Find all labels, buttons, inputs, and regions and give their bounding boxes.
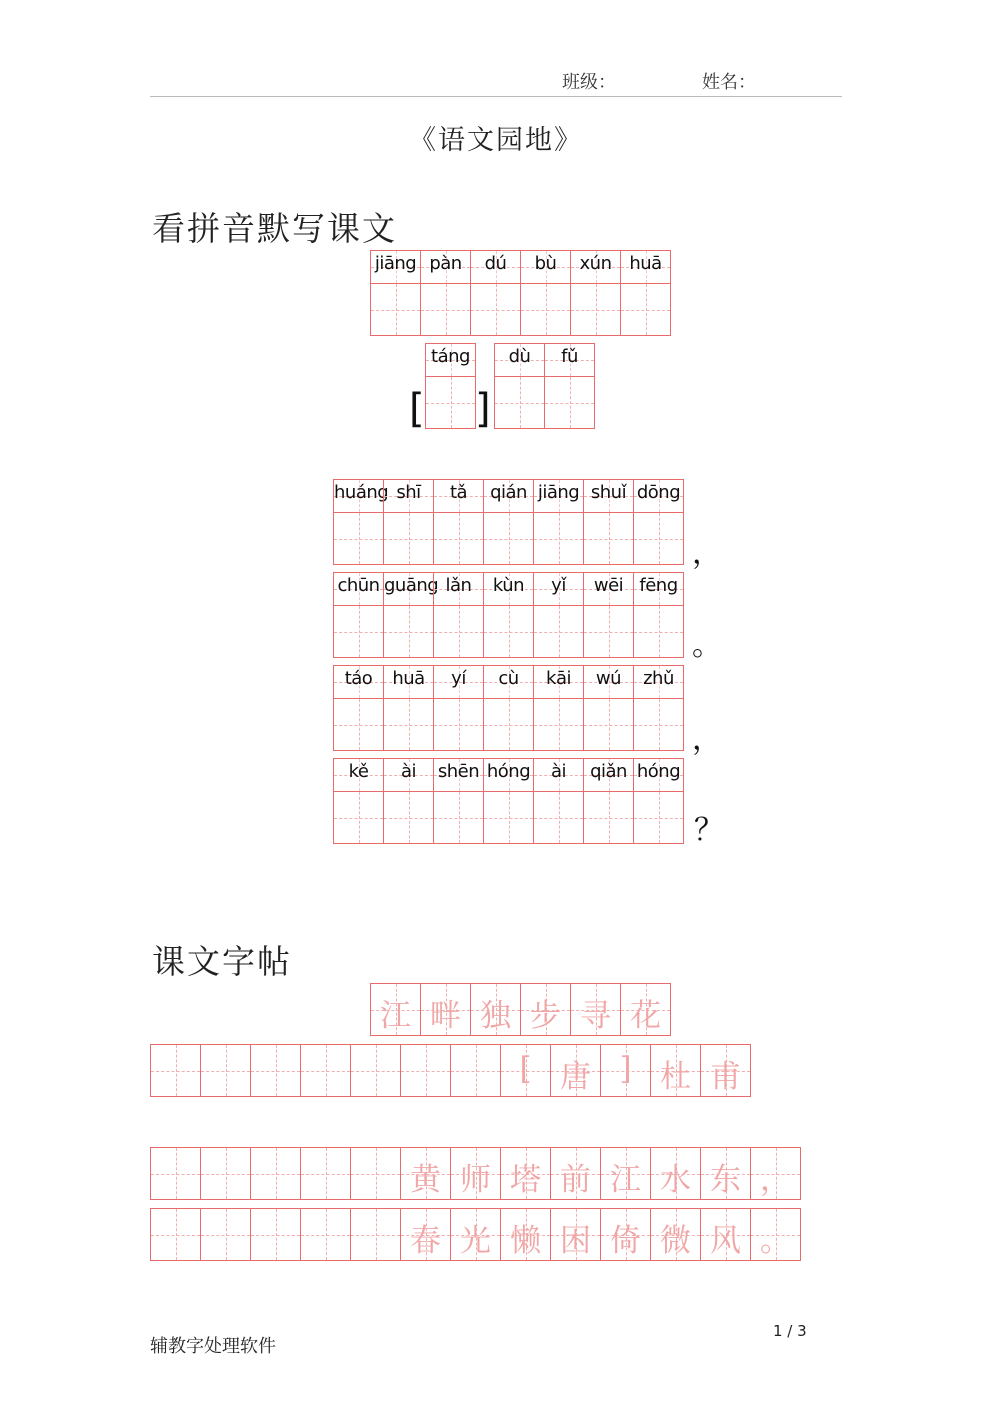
pinyin-cell bbox=[483, 665, 534, 751]
header-rule bbox=[150, 96, 842, 97]
pinyin-text: huā bbox=[392, 668, 425, 689]
pinyin-cell bbox=[533, 572, 584, 658]
pinyin-cell bbox=[583, 479, 634, 565]
pinyin-cell bbox=[533, 665, 584, 751]
copy-cell bbox=[620, 983, 671, 1036]
pinyin-text: táo bbox=[344, 668, 373, 689]
trace-character: 独 bbox=[480, 998, 511, 1034]
pinyin-cell bbox=[533, 479, 584, 565]
copy-cell bbox=[250, 1044, 301, 1097]
pinyin-cell bbox=[533, 758, 584, 844]
poem-line-2-grid bbox=[333, 572, 683, 658]
copy-cell bbox=[700, 1208, 751, 1261]
trace-character: 光 bbox=[460, 1223, 491, 1259]
pinyin-text: cù bbox=[498, 668, 519, 689]
copy-cell bbox=[450, 1208, 501, 1261]
trace-character: [ bbox=[519, 1051, 532, 1087]
trace-character: ] bbox=[619, 1051, 632, 1087]
pinyin-text: shī bbox=[396, 482, 421, 503]
poem-line-3-grid bbox=[333, 665, 683, 751]
pinyin-text: zhǔ bbox=[643, 668, 674, 689]
copy-cell bbox=[500, 1208, 551, 1261]
name-label: 姓名： bbox=[702, 72, 756, 93]
pinyin-cell bbox=[633, 758, 684, 844]
poem-line-4-grid bbox=[333, 758, 683, 844]
pinyin-text: shuǐ bbox=[590, 482, 627, 503]
trace-character: 前 bbox=[560, 1162, 591, 1198]
section-heading-dictation: 看拼音默写课文 bbox=[152, 209, 397, 248]
copy-cell bbox=[300, 1208, 351, 1261]
pinyin-cell bbox=[333, 572, 384, 658]
pinyin-text: dōng bbox=[636, 482, 681, 503]
pinyin-text: hóng bbox=[486, 761, 531, 782]
pinyin-text: fǔ bbox=[561, 346, 578, 367]
pinyin-text: huáng bbox=[334, 482, 389, 503]
pinyin-cell bbox=[433, 572, 484, 658]
copy-cell bbox=[600, 1208, 651, 1261]
pinyin-text: yǐ bbox=[551, 575, 566, 596]
pinyin-cell bbox=[433, 665, 484, 751]
copy-cell bbox=[750, 1208, 801, 1261]
trace-character: 花 bbox=[630, 998, 661, 1034]
pinyin-cell bbox=[544, 343, 595, 429]
copy-cell bbox=[750, 1147, 801, 1200]
trace-character: 风 bbox=[710, 1223, 741, 1259]
open-bracket: [ bbox=[409, 386, 425, 432]
copy-cell bbox=[200, 1044, 251, 1097]
copy-cell bbox=[470, 983, 521, 1036]
author-pinyin-grid bbox=[494, 343, 594, 429]
copy-cell bbox=[450, 1147, 501, 1200]
pinyin-cell bbox=[633, 479, 684, 565]
trace-character: 微 bbox=[660, 1223, 691, 1259]
pinyin-text: huā bbox=[629, 253, 662, 274]
copy-title-grid bbox=[370, 983, 670, 1036]
copy-cell bbox=[650, 1208, 701, 1261]
trace-character: 黄 bbox=[410, 1162, 441, 1198]
pinyin-cell bbox=[583, 758, 634, 844]
pinyin-text: ài bbox=[400, 761, 417, 782]
pinyin-text: dù bbox=[508, 346, 531, 367]
pinyin-cell bbox=[420, 250, 471, 336]
pinyin-cell bbox=[433, 479, 484, 565]
copy-cell bbox=[500, 1044, 551, 1097]
pinyin-text: wēi bbox=[593, 575, 624, 596]
pinyin-cell bbox=[383, 479, 434, 565]
pinyin-cell bbox=[383, 758, 434, 844]
copy-cell bbox=[550, 1044, 601, 1097]
pinyin-text: yí bbox=[451, 668, 466, 689]
trace-character: 东 bbox=[710, 1162, 741, 1198]
trace-character: 倚 bbox=[610, 1223, 641, 1259]
copy-cell bbox=[250, 1208, 301, 1261]
copy-cell bbox=[150, 1044, 201, 1097]
trace-character: 春 bbox=[410, 1223, 441, 1259]
pinyin-cell bbox=[333, 665, 384, 751]
copy-cell bbox=[520, 983, 571, 1036]
section-heading-copybook: 课文字帖 bbox=[152, 942, 292, 981]
poem-punct-2: 。 bbox=[692, 628, 722, 663]
copy-cell bbox=[700, 1147, 751, 1200]
poem-punct-3: ， bbox=[692, 722, 722, 757]
title-pinyin-grid bbox=[370, 250, 670, 336]
pinyin-text: qiǎn bbox=[590, 761, 627, 782]
pinyin-cell bbox=[633, 665, 684, 751]
copy-line-1-grid bbox=[150, 1147, 800, 1200]
footer-software: 辅教字处理软件 bbox=[150, 1336, 276, 1357]
pinyin-cell bbox=[494, 343, 545, 429]
pinyin-cell bbox=[433, 758, 484, 844]
pinyin-cell bbox=[583, 665, 634, 751]
copy-cell bbox=[350, 1044, 401, 1097]
pinyin-text: tǎ bbox=[449, 482, 468, 503]
pinyin-cell bbox=[483, 758, 534, 844]
pinyin-cell bbox=[333, 758, 384, 844]
copy-cell bbox=[200, 1147, 251, 1200]
copy-cell bbox=[370, 983, 421, 1036]
copy-cell bbox=[420, 983, 471, 1036]
pinyin-cell bbox=[370, 250, 421, 336]
trace-character: 江 bbox=[380, 998, 411, 1034]
close-bracket: ] bbox=[475, 386, 491, 432]
pinyin-cell bbox=[620, 250, 671, 336]
copy-cell bbox=[550, 1147, 601, 1200]
pinyin-cell bbox=[425, 343, 476, 429]
trace-character: 杜 bbox=[660, 1059, 691, 1095]
copy-cell bbox=[700, 1044, 751, 1097]
trace-character: 步 bbox=[530, 998, 561, 1034]
pinyin-text: chūn bbox=[337, 575, 380, 596]
pinyin-cell bbox=[383, 572, 439, 658]
trace-character: 塔 bbox=[510, 1162, 541, 1198]
pinyin-text: wú bbox=[595, 668, 622, 689]
pinyin-text: jiāng bbox=[374, 253, 417, 274]
pinyin-text: qián bbox=[490, 482, 527, 503]
pinyin-text: xún bbox=[579, 253, 612, 274]
pinyin-cell bbox=[470, 250, 521, 336]
trace-character: 畔 bbox=[430, 998, 461, 1034]
pinyin-text: guāng bbox=[384, 575, 439, 596]
pinyin-cell bbox=[583, 572, 634, 658]
pinyin-text: kùn bbox=[492, 575, 525, 596]
pinyin-text: kě bbox=[348, 761, 369, 782]
copy-cell bbox=[400, 1044, 451, 1097]
trace-character: ， bbox=[760, 1162, 791, 1198]
trace-character: 师 bbox=[460, 1162, 491, 1198]
copy-cell bbox=[450, 1044, 501, 1097]
pinyin-text: dú bbox=[484, 253, 507, 274]
pinyin-text: jiāng bbox=[537, 482, 580, 503]
copy-cell bbox=[200, 1208, 251, 1261]
copy-cell bbox=[300, 1044, 351, 1097]
pinyin-text: fēng bbox=[639, 575, 678, 596]
copy-cell bbox=[150, 1147, 201, 1200]
pinyin-cell bbox=[633, 572, 684, 658]
copy-cell bbox=[600, 1147, 651, 1200]
trace-character: 水 bbox=[660, 1162, 691, 1198]
pinyin-text: táng bbox=[431, 346, 470, 367]
pinyin-cell bbox=[483, 479, 534, 565]
copy-cell bbox=[600, 1044, 651, 1097]
pinyin-text: shēn bbox=[437, 761, 480, 782]
pinyin-text: pàn bbox=[429, 253, 462, 274]
poem-line-1-grid bbox=[333, 479, 683, 565]
dynasty-pinyin-grid bbox=[425, 343, 475, 429]
copy-cell bbox=[350, 1147, 401, 1200]
copy-cell bbox=[150, 1208, 201, 1261]
copy-cell bbox=[650, 1044, 701, 1097]
copy-cell bbox=[550, 1208, 601, 1261]
pinyin-cell bbox=[333, 479, 389, 565]
pinyin-text: kāi bbox=[546, 668, 571, 689]
copy-line-2-grid bbox=[150, 1208, 800, 1261]
copy-cell bbox=[570, 983, 621, 1036]
trace-character: 唐 bbox=[560, 1059, 591, 1095]
pinyin-cell bbox=[383, 665, 434, 751]
copy-cell bbox=[350, 1208, 401, 1261]
trace-character: 困 bbox=[560, 1223, 591, 1259]
page-number: 1 / 3 bbox=[773, 1322, 807, 1340]
pinyin-text: lǎn bbox=[445, 575, 472, 596]
copy-cell bbox=[500, 1147, 551, 1200]
pinyin-text: bù bbox=[534, 253, 557, 274]
poem-punct-1: ， bbox=[692, 536, 722, 571]
pinyin-text: hóng bbox=[636, 761, 681, 782]
copy-cell bbox=[400, 1208, 451, 1261]
trace-character: 江 bbox=[610, 1162, 641, 1198]
copy-cell bbox=[650, 1147, 701, 1200]
pinyin-cell bbox=[570, 250, 621, 336]
trace-character: 懒 bbox=[510, 1223, 541, 1259]
page-title: 《语文园地》 bbox=[409, 125, 583, 156]
trace-character: 甫 bbox=[710, 1059, 741, 1095]
pinyin-text: ài bbox=[550, 761, 567, 782]
trace-character: 。 bbox=[760, 1223, 791, 1259]
copy-cell bbox=[250, 1147, 301, 1200]
trace-character: 寻 bbox=[580, 998, 611, 1034]
class-label: 班级： bbox=[562, 72, 616, 93]
poem-punct-4: ？ bbox=[694, 813, 724, 848]
copy-cell bbox=[400, 1147, 451, 1200]
pinyin-cell bbox=[483, 572, 534, 658]
copy-author-grid bbox=[150, 1044, 750, 1097]
pinyin-cell bbox=[520, 250, 571, 336]
copy-cell bbox=[300, 1147, 351, 1200]
